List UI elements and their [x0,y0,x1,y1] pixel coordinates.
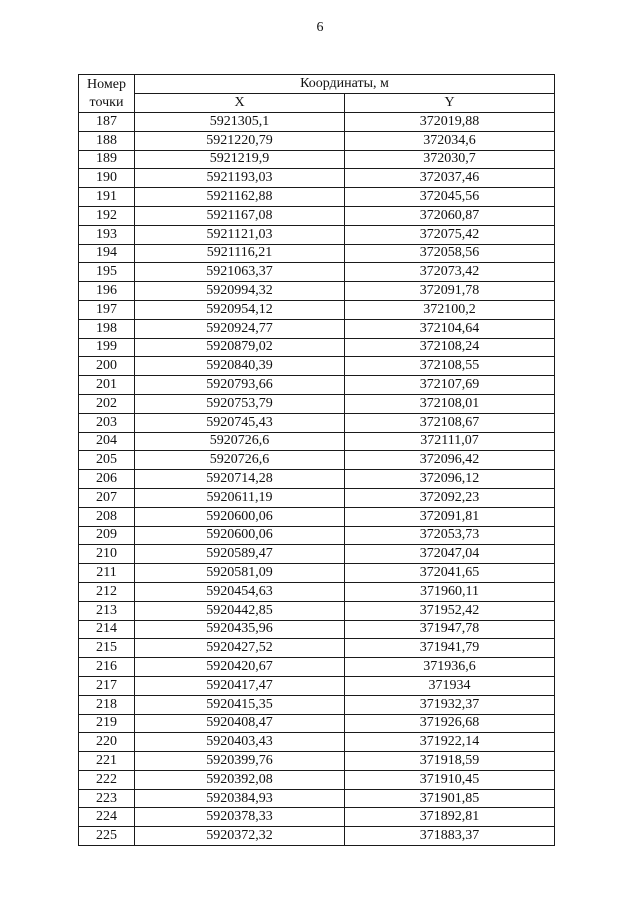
x-coordinate-cell: 5920879,02 [135,338,345,357]
y-coordinate-cell: 372058,56 [345,244,555,263]
y-coordinate-cell: 372034,6 [345,131,555,150]
point-number-cell: 201 [79,376,135,395]
table-row [79,169,555,188]
y-coordinate-cell: 371947,78 [345,620,555,639]
point-number-cell: 219 [79,714,135,733]
point-number-cell: 224 [79,808,135,827]
x-coordinate-cell: 5920435,96 [135,620,345,639]
y-coordinate-cell: 372108,55 [345,357,555,376]
table-row [79,357,555,376]
header-point-number [79,75,135,113]
x-coordinate-cell: 5920581,09 [135,564,345,583]
x-coordinate-cell: 5921167,08 [135,206,345,225]
table-row [79,470,555,489]
x-coordinate-cell: 5920994,32 [135,282,345,301]
table-row [79,582,555,601]
point-number-cell: 212 [79,582,135,601]
y-coordinate-cell: 372060,87 [345,206,555,225]
table-row [79,658,555,677]
table-row [79,770,555,789]
table-row [79,601,555,620]
header-x: X [135,94,345,113]
point-number-cell: 211 [79,564,135,583]
x-coordinate-cell: 5921193,03 [135,169,345,188]
y-coordinate-cell: 372104,64 [345,319,555,338]
x-coordinate-cell: 5921063,37 [135,263,345,282]
table-row [79,714,555,733]
table-row [79,789,555,808]
y-coordinate-cell: 371922,14 [345,733,555,752]
point-number-cell: 192 [79,206,135,225]
x-coordinate-cell: 5921220,79 [135,131,345,150]
y-coordinate-cell: 371936,6 [345,658,555,677]
x-coordinate-cell: 5920753,79 [135,394,345,413]
point-number-cell: 207 [79,488,135,507]
x-coordinate-cell: 5921162,88 [135,188,345,207]
table-row [79,564,555,583]
table-row [79,432,555,451]
y-coordinate-cell: 372047,04 [345,545,555,564]
point-number-cell: 190 [79,169,135,188]
y-coordinate-cell: 371901,85 [345,789,555,808]
coordinates-table [78,74,555,846]
x-coordinate-cell: 5920454,63 [135,582,345,601]
y-coordinate-cell: 372073,42 [345,263,555,282]
table-row [79,733,555,752]
point-number-cell: 189 [79,150,135,169]
y-coordinate-cell: 371918,59 [345,752,555,771]
x-coordinate-cell: 5920378,33 [135,808,345,827]
point-number-cell: 225 [79,827,135,846]
table-row [79,282,555,301]
point-number-cell: 215 [79,639,135,658]
point-number-cell: 217 [79,676,135,695]
point-number-cell: 200 [79,357,135,376]
header-coordinates: Координаты, м [135,75,555,94]
y-coordinate-cell: 371960,11 [345,582,555,601]
point-number-cell: 222 [79,770,135,789]
x-coordinate-cell: 5920392,08 [135,770,345,789]
table-row [79,507,555,526]
x-coordinate-cell: 5920924,77 [135,319,345,338]
table-row [79,808,555,827]
table-row [79,394,555,413]
y-coordinate-cell: 371883,37 [345,827,555,846]
table-body [79,113,555,846]
y-coordinate-cell: 372092,23 [345,488,555,507]
x-coordinate-cell: 5920403,43 [135,733,345,752]
table-row [79,244,555,263]
x-coordinate-cell: 5920954,12 [135,300,345,319]
table-row [79,488,555,507]
x-coordinate-cell: 5921121,03 [135,225,345,244]
x-coordinate-cell: 5920726,6 [135,432,345,451]
table-row [79,827,555,846]
table-row [79,225,555,244]
point-number-cell: 214 [79,620,135,639]
table-row [79,300,555,319]
table-row [79,695,555,714]
y-coordinate-cell: 372030,7 [345,150,555,169]
point-number-cell: 199 [79,338,135,357]
table-header [79,75,555,113]
page-number: 6 [316,20,324,35]
x-coordinate-cell: 5920420,67 [135,658,345,677]
y-coordinate-cell: 372041,65 [345,564,555,583]
y-coordinate-cell: 372053,73 [345,526,555,545]
y-coordinate-cell: 372045,56 [345,188,555,207]
point-number-cell: 220 [79,733,135,752]
table-row [79,319,555,338]
y-coordinate-cell: 371952,42 [345,601,555,620]
table-row [79,113,555,132]
table-row [79,526,555,545]
point-number-cell: 195 [79,263,135,282]
x-coordinate-cell: 5920840,39 [135,357,345,376]
table-row [79,263,555,282]
x-coordinate-cell: 5920600,06 [135,507,345,526]
point-number-cell: 202 [79,394,135,413]
header-point-number-line1: Номер [87,76,126,92]
x-coordinate-cell: 5920745,43 [135,413,345,432]
point-number-cell: 198 [79,319,135,338]
point-number-cell: 191 [79,188,135,207]
header-y: Y [345,94,555,113]
table-row [79,451,555,470]
x-coordinate-cell: 5920399,76 [135,752,345,771]
y-coordinate-cell: 372108,67 [345,413,555,432]
x-coordinate-cell: 5921219,9 [135,150,345,169]
header-point-number-line2: точки [89,94,124,110]
point-number-cell: 213 [79,601,135,620]
x-coordinate-cell: 5920427,52 [135,639,345,658]
y-coordinate-cell: 372019,88 [345,113,555,132]
point-number-cell: 196 [79,282,135,301]
table-row [79,676,555,695]
y-coordinate-cell: 372091,78 [345,282,555,301]
y-coordinate-cell: 372100,2 [345,300,555,319]
point-number-cell: 223 [79,789,135,808]
table-row [79,639,555,658]
table-row [79,620,555,639]
x-coordinate-cell: 5921305,1 [135,113,345,132]
y-coordinate-cell: 372107,69 [345,376,555,395]
x-coordinate-cell: 5920600,06 [135,526,345,545]
table-row [79,206,555,225]
y-coordinate-cell: 372096,12 [345,470,555,489]
y-coordinate-cell: 371934 [345,676,555,695]
x-coordinate-cell: 5920408,47 [135,714,345,733]
y-coordinate-cell: 372096,42 [345,451,555,470]
x-coordinate-cell: 5920726,6 [135,451,345,470]
x-coordinate-cell: 5920415,35 [135,695,345,714]
point-number-cell: 203 [79,413,135,432]
table-row [79,131,555,150]
table-row [79,752,555,771]
point-number-cell: 197 [79,300,135,319]
y-coordinate-cell: 371910,45 [345,770,555,789]
y-coordinate-cell: 371932,37 [345,695,555,714]
y-coordinate-cell: 371892,81 [345,808,555,827]
y-coordinate-cell: 372091,81 [345,507,555,526]
table-row [79,376,555,395]
x-coordinate-cell: 5921116,21 [135,244,345,263]
point-number-cell: 210 [79,545,135,564]
point-number-cell: 218 [79,695,135,714]
point-number-cell: 188 [79,131,135,150]
x-coordinate-cell: 5920714,28 [135,470,345,489]
table-row [79,545,555,564]
x-coordinate-cell: 5920442,85 [135,601,345,620]
point-number-cell: 216 [79,658,135,677]
y-coordinate-cell: 371941,79 [345,639,555,658]
y-coordinate-cell: 372075,42 [345,225,555,244]
point-number-cell: 193 [79,225,135,244]
point-number-cell: 221 [79,752,135,771]
point-number-cell: 204 [79,432,135,451]
table-row [79,150,555,169]
point-number-cell: 194 [79,244,135,263]
point-number-cell: 208 [79,507,135,526]
x-coordinate-cell: 5920611,19 [135,488,345,507]
table-row [79,188,555,207]
y-coordinate-cell: 372111,07 [345,432,555,451]
y-coordinate-cell: 372037,46 [345,169,555,188]
y-coordinate-cell: 372108,24 [345,338,555,357]
table-row [79,338,555,357]
x-coordinate-cell: 5920372,32 [135,827,345,846]
y-coordinate-cell: 372108,01 [345,394,555,413]
y-coordinate-cell: 371926,68 [345,714,555,733]
x-coordinate-cell: 5920589,47 [135,545,345,564]
point-number-cell: 206 [79,470,135,489]
point-number-cell: 187 [79,113,135,132]
point-number-cell: 209 [79,526,135,545]
x-coordinate-cell: 5920384,93 [135,789,345,808]
x-coordinate-cell: 5920417,47 [135,676,345,695]
x-coordinate-cell: 5920793,66 [135,376,345,395]
table-row [79,413,555,432]
point-number-cell: 205 [79,451,135,470]
